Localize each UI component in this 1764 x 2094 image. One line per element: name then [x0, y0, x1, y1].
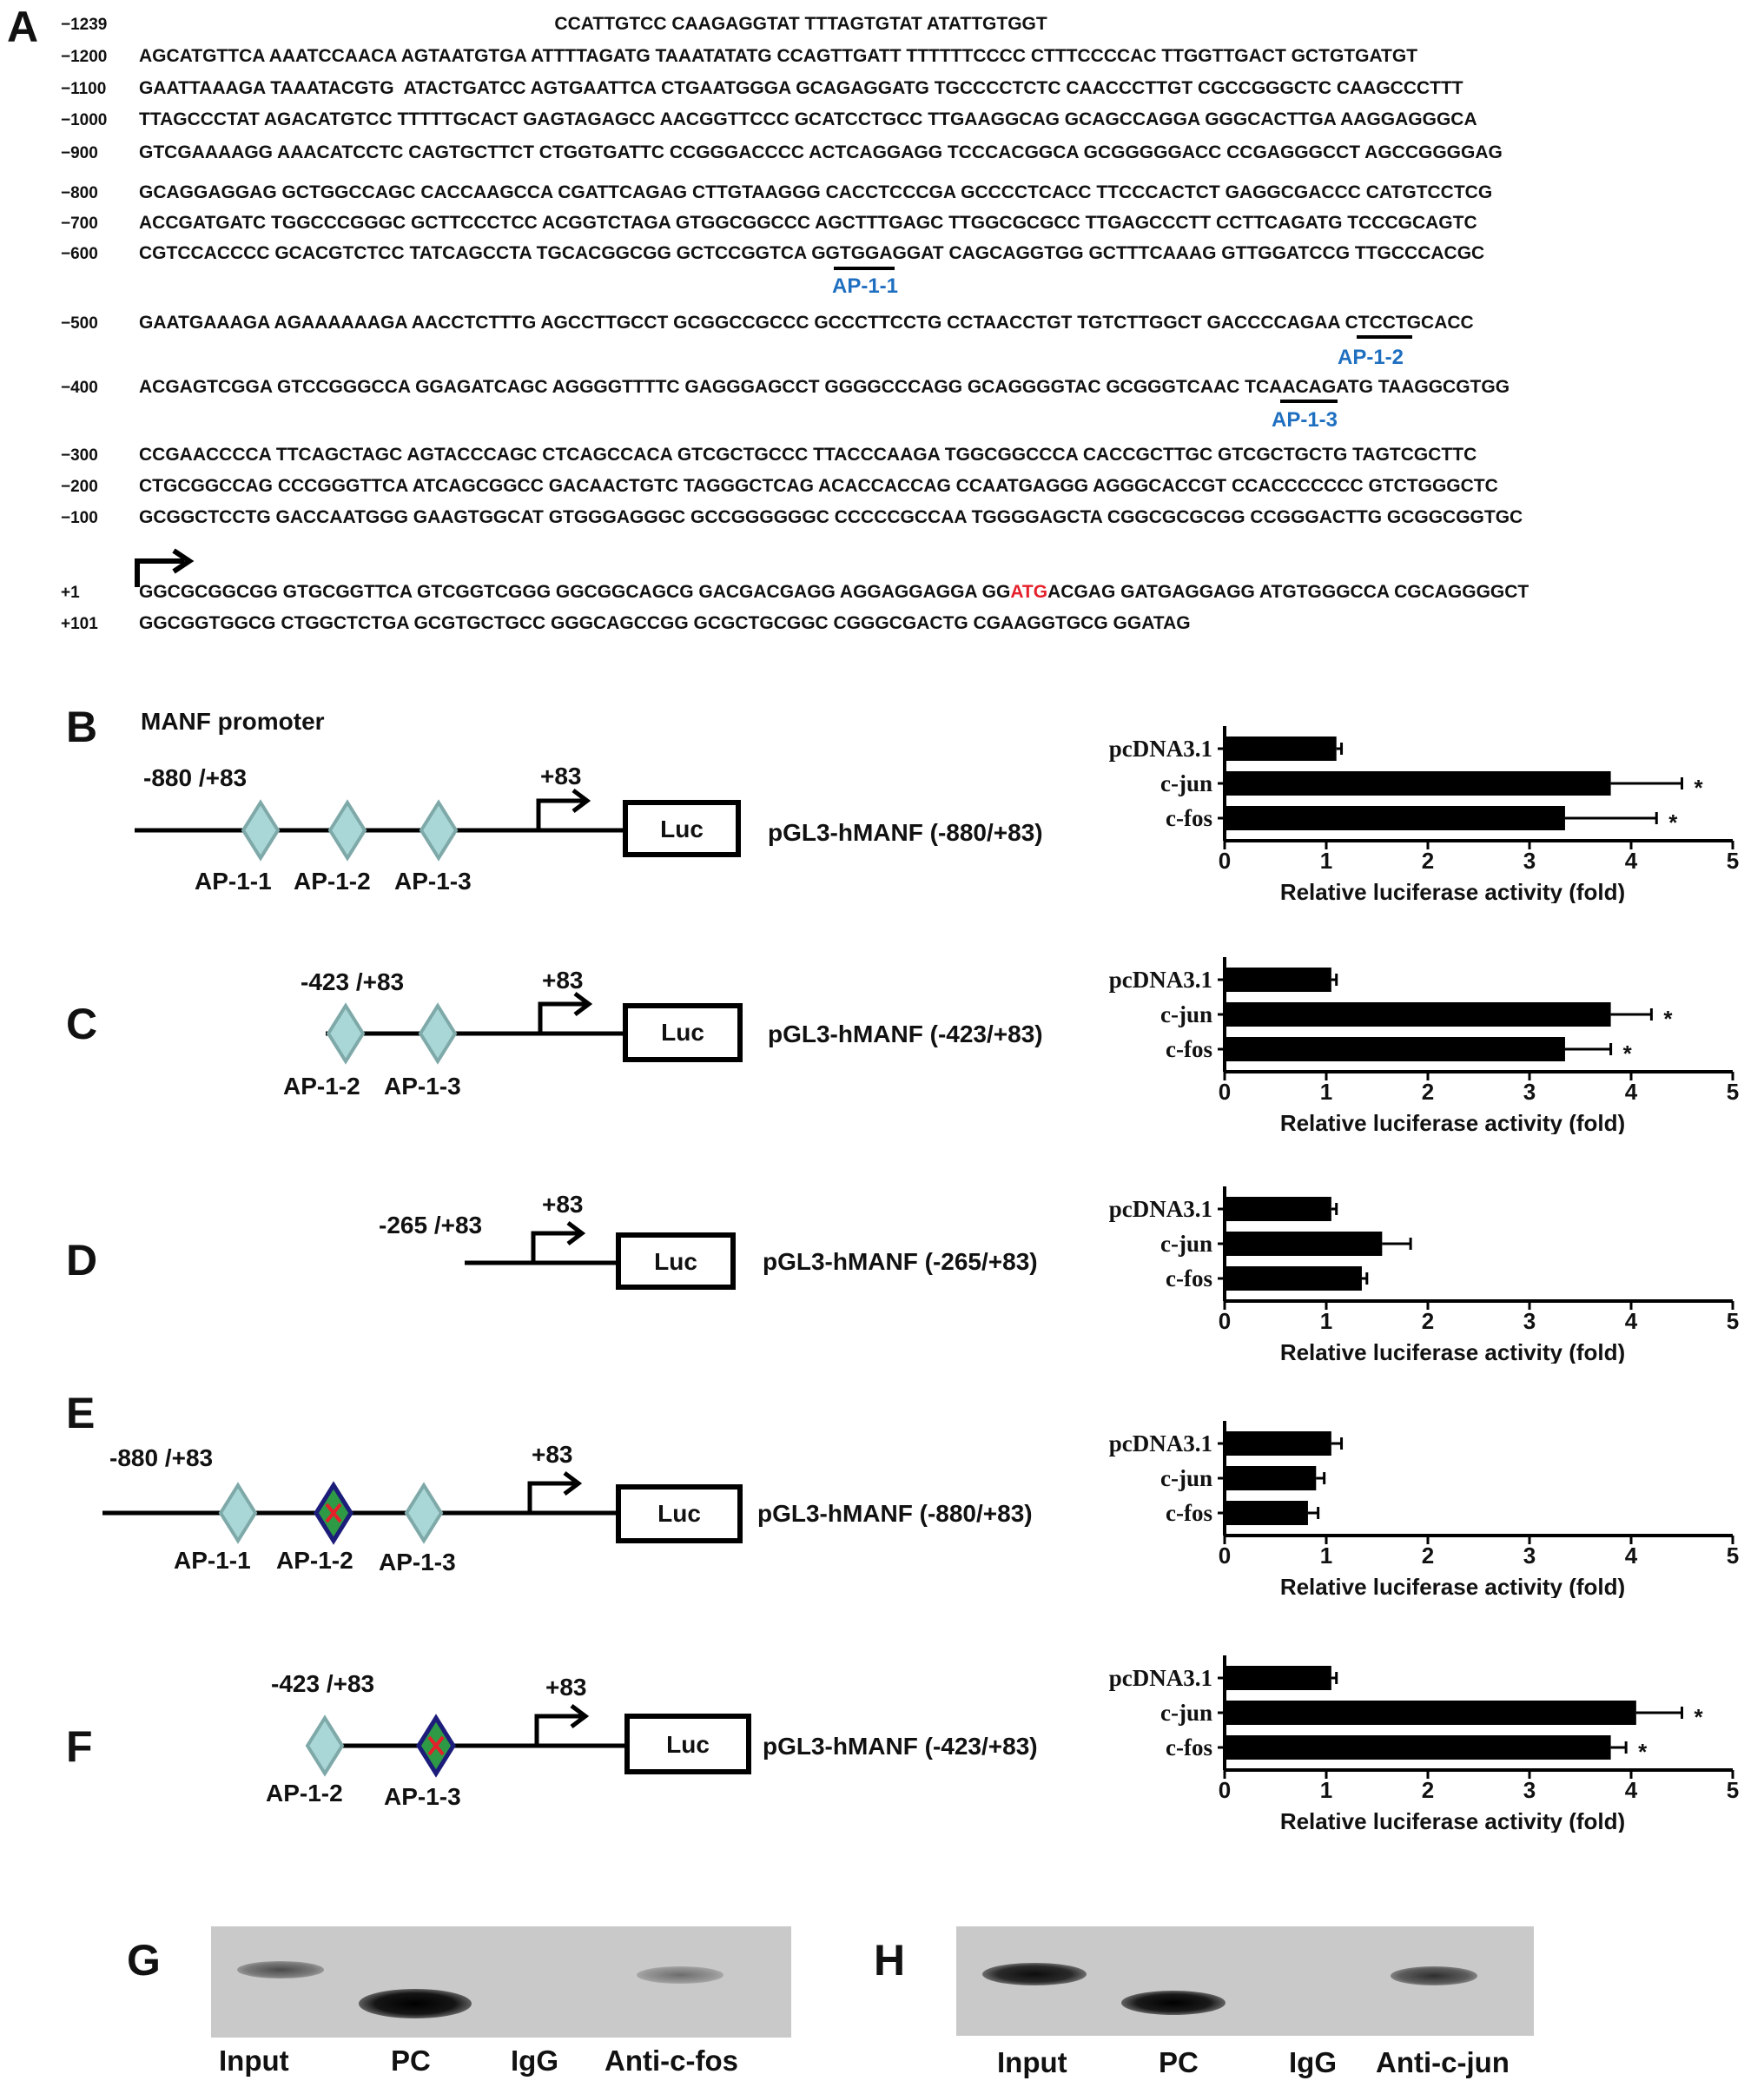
lane-label: PC: [1159, 2046, 1199, 2078]
construct-tss: +83: [545, 1674, 587, 1701]
x-axis-label: Relative luciferase activity (fold): [1279, 1574, 1626, 1598]
chart-c: [1060, 943, 1754, 1134]
gel-band: [637, 1966, 723, 1984]
construct-header: MANF promoter: [141, 708, 325, 735]
category-label: c-jun: [1160, 770, 1212, 796]
bar: [1225, 1037, 1565, 1061]
site-underline-ap-1-3: [1280, 400, 1338, 403]
construct-range: -880 /+83: [109, 1444, 214, 1471]
construct-tss: +83: [540, 763, 582, 789]
significance-mark: *: [1694, 775, 1703, 801]
promoter-sequence: [0, 0, 1764, 660]
seq-position: −1239: [61, 16, 108, 34]
x-tick-label: 2: [1421, 1777, 1435, 1803]
chart-d: [1060, 1173, 1754, 1364]
lane-label: IgG: [1289, 2046, 1337, 2078]
site-label: AP-1-2: [266, 1780, 343, 1807]
bar: [1225, 806, 1565, 830]
site-label: AP-1-3: [384, 1073, 461, 1100]
seq-line: GAATTAAAGA TAAATACGTG ATACTGATCC AGTGAATTCA CTGAATGGGA GCAGAGGATG TGCCCCTCTC CAACCCTTGT CGCCGGGCTC CAAGCCCTTT: [139, 78, 1463, 98]
x-tick-label: 4: [1624, 1777, 1638, 1803]
ap-1-site-diamond: [221, 1485, 255, 1541]
plasmid-name: pGL3-hMANF (-880/+83): [757, 1500, 1033, 1527]
gel-band: [982, 1963, 1087, 1985]
category-label: c-jun: [1160, 1001, 1212, 1027]
plasmid-name: pGL3-hMANF (-423/+83): [768, 1021, 1043, 1047]
significance-mark: *: [1638, 1739, 1648, 1765]
x-tick-label: 0: [1218, 1542, 1232, 1569]
bar: [1225, 1232, 1382, 1256]
site-label: AP-1-2: [294, 868, 371, 895]
x-tick-label: 0: [1218, 1777, 1232, 1803]
panel-letter-f: F: [66, 1722, 93, 1771]
plasmid-name: pGL3-hMANF (-265/+83): [763, 1248, 1038, 1275]
gel-band: [1121, 1991, 1226, 2015]
x-tick-label: 3: [1523, 848, 1536, 874]
x-tick-label: 4: [1624, 848, 1638, 874]
bar: [1225, 1701, 1636, 1725]
gel-band: [237, 1961, 324, 1978]
seq-position: −400: [61, 379, 98, 397]
ap-1-site-diamond: [330, 803, 365, 858]
panel-letter-h: H: [874, 1936, 906, 1985]
x-tick-label: 0: [1218, 1079, 1232, 1105]
category-label: pcDNA3.1: [1108, 1665, 1212, 1691]
seq-line: AGCATGTTCA AAATCCAACA AGTAATGTGA ATTTTAGATG TAAATATATG CCAGTTGATT TTTTTTCCCC CTTTCCCCAC TTGGTTGACT GCTGTGATGT: [139, 46, 1418, 66]
seq-position: −800: [61, 184, 98, 202]
bar: [1225, 1431, 1331, 1456]
bar: [1225, 1735, 1611, 1760]
x-tick-label: 3: [1523, 1542, 1536, 1569]
bar: [1225, 968, 1331, 992]
x-tick-label: 0: [1218, 1308, 1232, 1334]
site-label: AP-1-1: [174, 1547, 251, 1574]
bar: [1225, 1266, 1362, 1291]
tss-arrow-icon: [537, 1716, 582, 1746]
seq-line: ACGAGTCGGA GTCCGGGCCA GGAGATCAGC AGGGGTTTTC GAGGGAGCCT GGGGCCCAGG GCAGGGGTAC GCGGGTCAAC TCAACAGATG TAAGGCGTGG: [139, 377, 1510, 397]
ap-1-site-diamond: [307, 1718, 342, 1774]
gel-g: [211, 1926, 791, 2038]
chart-f: [1060, 1642, 1754, 1833]
site-label-ap-1-2: AP-1-2: [1338, 346, 1404, 369]
tss-arrow-icon: [530, 1483, 575, 1513]
luc-label: Luc: [666, 1731, 710, 1758]
construct-f: [0, 1659, 1129, 1815]
category-label: c-fos: [1166, 1265, 1212, 1291]
construct-tss: +83: [532, 1441, 573, 1468]
category-label: pcDNA3.1: [1108, 967, 1212, 993]
category-label: c-fos: [1166, 1036, 1212, 1062]
site-label: AP-1-3: [379, 1549, 456, 1575]
x-tick-label: 1: [1319, 848, 1333, 874]
construct-e: [0, 1424, 1129, 1581]
seq-line: CGTCCACCCC GCACGTCTCC TATCAGCCTA TGCACGGCGG GCTCCGGTCA GGTGGAGGAT CAGCAGGTGG GCTTTCAAAG GTTGGATCCG TTGCCCACGC: [139, 243, 1485, 263]
seq-line: GGCGGTGGCG CTGGCTCTGA GCGTGCTGCC GGGCAGCCGG GCGCTGCGGC CGGGCGACTG CGAAGGTGCG GGATAG: [139, 613, 1191, 633]
ap-1-site-diamond: [328, 1006, 363, 1061]
seq-position: −1200: [61, 48, 108, 66]
construct-range: -423 /+83: [301, 968, 405, 995]
seq-position: −100: [61, 509, 98, 527]
x-tick-label: 4: [1624, 1079, 1638, 1105]
panel-letter-c: C: [66, 1000, 98, 1048]
seq-position: −700: [61, 215, 98, 233]
x-tick-label: 5: [1726, 848, 1740, 874]
luc-label: Luc: [661, 1019, 704, 1046]
seq-position: −900: [61, 144, 98, 162]
seq-line: GCAGGAGGAG GCTGGCCAGC CACCAAGCCA CGATTCAGAG CTTGTAAGGG CACCTCCCGA GCCCCTCACC TTCCCACTCT GAGGCGACCC CATGTCCTCG: [139, 182, 1493, 202]
x-tick-label: 4: [1624, 1308, 1638, 1334]
construct-range: -880 /+83: [143, 764, 248, 791]
category-label: c-jun: [1160, 1700, 1212, 1726]
x-axis-label: Relative luciferase activity (fold): [1279, 1808, 1626, 1833]
site-underline-ap-1-2: [1357, 335, 1412, 339]
construct-tss: +83: [542, 1191, 584, 1218]
panel-letter-g: G: [127, 1936, 161, 1985]
x-axis-label: Relative luciferase activity (fold): [1279, 1110, 1626, 1134]
x-tick-label: 5: [1726, 1308, 1740, 1334]
x-tick-label: 1: [1319, 1079, 1333, 1105]
bar: [1225, 1466, 1316, 1490]
construct-range: -265 /+83: [379, 1212, 483, 1239]
lane-label: Anti-c-jun: [1376, 2046, 1510, 2078]
category-label: c-fos: [1166, 1500, 1212, 1526]
panel-letter-d: D: [66, 1236, 98, 1285]
category-label: c-jun: [1160, 1465, 1212, 1491]
gel-band: [359, 1989, 472, 2018]
tss-arrow-icon: [540, 1004, 585, 1034]
luc-label: Luc: [654, 1248, 697, 1275]
seq-line: CTGCGGCCAG CCCGGGTTCA ATCAGCGGCC GACAACTGTC TAGGGCTCAG ACACCACCAG CCAATGAGGG AGGGCACCGT CCACCCCCCC GTCTGGGCTC: [139, 476, 1498, 496]
bar: [1225, 1501, 1308, 1525]
bar: [1225, 1197, 1331, 1221]
panel-letter-e: E: [66, 1389, 96, 1437]
site-underline-ap-1-1: [834, 267, 895, 270]
lane-label: PC: [391, 2044, 431, 2077]
luc-label: Luc: [657, 1500, 701, 1527]
tss-arrow-icon: [538, 801, 584, 830]
seq-position: −1100: [61, 80, 107, 98]
x-tick-label: 1: [1319, 1542, 1333, 1569]
site-label: AP-1-2: [276, 1547, 353, 1574]
x-tick-label: 1: [1319, 1308, 1333, 1334]
seq-line: GTCGAAAAGG AAACATCCTC CAGTGCTTCT CTGGTGATTC CCGGGACCCC ACTCAGGAGG TCCCACGGCA GCGGGGGACC CCGAGGGCCT AGCCGGGGAG: [139, 142, 1503, 162]
site-label-ap-1-3: AP-1-3: [1272, 408, 1338, 432]
gel-band: [1391, 1966, 1477, 1985]
ap-1-site-diamond: [420, 1006, 455, 1061]
x-axis-label: Relative luciferase activity (fold): [1279, 879, 1626, 903]
tss-arrow-icon: [533, 1233, 578, 1263]
start-codon: ATG: [1010, 582, 1048, 602]
lane-label: Input: [997, 2046, 1067, 2078]
seq-line: GAATGAAAGA AGAAAAAAGA AACCTCTTTG AGCCTTGCCT GCGGCCGCCC GCCCTTCCTG CCTAACCTGT TGTCTTGGCT GACCCCAGAA CTCCTGCACC: [139, 313, 1474, 333]
x-tick-label: 2: [1421, 1308, 1435, 1334]
seq-position: −1000: [61, 111, 108, 129]
x-tick-label: 5: [1726, 1079, 1740, 1105]
bar: [1225, 771, 1611, 796]
seq-position: −200: [61, 478, 98, 496]
x-tick-label: 2: [1421, 1542, 1435, 1569]
mutated-site-icon: [316, 1485, 351, 1541]
significance-mark: *: [1663, 1006, 1673, 1032]
x-tick-label: 5: [1726, 1777, 1740, 1803]
x-axis-label: Relative luciferase activity (fold): [1279, 1339, 1626, 1364]
ap-1-site-diamond: [421, 803, 456, 858]
seq-position: −300: [61, 446, 98, 465]
significance-mark: *: [1668, 809, 1678, 836]
category-label: c-fos: [1166, 805, 1212, 831]
seq-line: GCGGCTCCTG GACCAATGGG GAAGTGGCAT GTGGGAGGGC GCCGGGGGGC CCCCCGCCAA TGGGGAGCTA CGGCGCGCGG CCGGGACTTG GCGGCGGTGC: [139, 507, 1523, 527]
significance-mark: *: [1622, 1040, 1632, 1067]
construct-d: [0, 1181, 1129, 1303]
category-label: pcDNA3.1: [1108, 1430, 1212, 1457]
seq-position: −500: [61, 314, 98, 333]
lane-label: Anti-c-fos: [605, 2044, 738, 2077]
site-label-ap-1-1: AP-1-1: [832, 274, 899, 298]
x-tick-label: 2: [1421, 848, 1435, 874]
significance-mark: *: [1694, 1704, 1703, 1730]
chart-b: [1060, 712, 1754, 903]
x-tick-label: 2: [1421, 1079, 1435, 1105]
chart-e: [1060, 1407, 1754, 1598]
x-tick-label: 3: [1523, 1777, 1536, 1803]
seq-line: TTAGCCCTAT AGACATGTCC TTTTTGCACT GAGTAGAGCC AACGGTTCCC GCATCCTGCC TTGAAGGCAG GCAGCCAGGA GGGCACTTGA AAGGAGGGCA: [139, 109, 1477, 129]
ap-1-site-diamond: [406, 1485, 441, 1541]
x-tick-label: 5: [1726, 1542, 1740, 1569]
gel-h: [956, 1926, 1534, 2036]
seq-position: −600: [61, 245, 98, 263]
seq-position: +101: [61, 615, 98, 633]
seq-line: CCGAACCCCA TTCAGCTAGC AGTACCCAGC CTCAGCCACA GTCGCTGCCC TTACCCAAGA TGGCGGCCCA CACCGCTTGC GTCGCTGCTG TAGTCGCTTC: [139, 445, 1477, 465]
x-tick-label: 4: [1624, 1542, 1638, 1569]
seq-position: +1: [61, 584, 80, 602]
construct-range: -423 /+83: [271, 1670, 375, 1697]
x-tick-label: 0: [1218, 848, 1232, 874]
panel-letter-a: A: [7, 3, 39, 51]
lane-label: IgG: [511, 2044, 558, 2077]
bar: [1225, 737, 1337, 761]
lane-label: Input: [219, 2044, 289, 2077]
ap-1-site-diamond: [243, 803, 278, 858]
seq-line: [139, 582, 1685, 603]
site-label: AP-1-3: [384, 1783, 461, 1810]
bar: [1225, 1002, 1611, 1027]
construct-b: [0, 695, 1129, 921]
site-label: AP-1-1: [195, 868, 272, 895]
category-label: pcDNA3.1: [1108, 1196, 1212, 1222]
plasmid-name: pGL3-hMANF (-880/+83): [768, 819, 1043, 846]
panel-letter-b: B: [66, 703, 98, 751]
x-tick-label: 1: [1319, 1777, 1333, 1803]
x-tick-label: 3: [1523, 1079, 1536, 1105]
seq-text: ACGAG GATGAGGAGG ATGTGGGCCA CGCAGGGGCT: [1047, 582, 1529, 602]
construct-c: [0, 955, 1129, 1112]
seq-line: ACCGATGATC TGGCCCGGGC GCTTCCCTCC ACGGTCTAGA GTGGCGGCCC AGCTTTGAGC TTGGCGCGCC TTGAGCCCTT CCTTCAGATG TCCCGCAGTC: [139, 213, 1477, 233]
mutated-site-icon: [419, 1718, 453, 1774]
construct-tss: +83: [542, 967, 584, 994]
plasmid-name: pGL3-hMANF (-423/+83): [763, 1733, 1038, 1760]
site-label: AP-1-2: [283, 1073, 360, 1100]
category-label: pcDNA3.1: [1108, 736, 1212, 762]
category-label: c-jun: [1160, 1231, 1212, 1257]
x-tick-label: 3: [1523, 1308, 1536, 1334]
bar: [1225, 1666, 1331, 1690]
seq-line: CCATTGTCC CAAGAGGTAT TTTAGTGTAT ATATTGTGGT: [139, 14, 1047, 34]
site-label: AP-1-3: [394, 868, 472, 895]
category-label: c-fos: [1166, 1734, 1212, 1760]
luc-label: Luc: [660, 816, 704, 842]
seq-text: GGCGCGGCGG GTGCGGTTCA GTCGGTCGGG GGCGGCAGCG GACGACGAGG AGGAGGAGGA GG: [139, 582, 1011, 602]
